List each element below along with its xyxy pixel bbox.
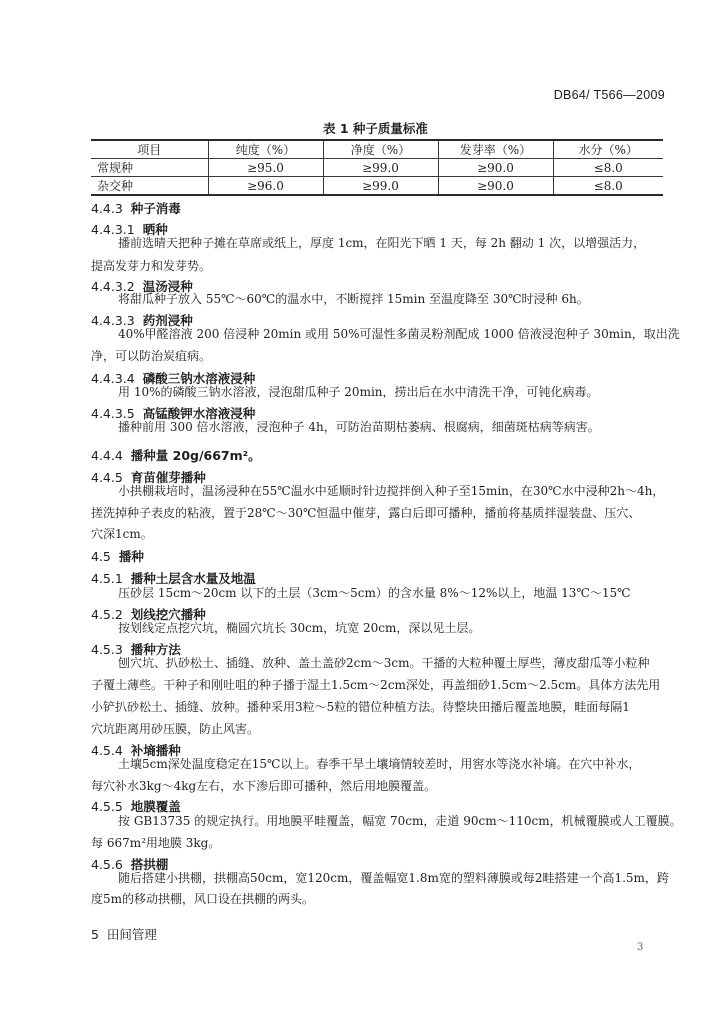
paragraph-line: 播种前用 300 倍水溶液，浸泡种子 4h，可防治苗期枯萎病、根腐病，细菌斑枯病等病害。 (118, 420, 600, 434)
paragraph-line: 每穴补水3kg～4kg左右，水下渗后即可播种，然后用地膜覆盖。 (91, 779, 437, 793)
section-heading: 4.4.3.5 高锰酸钾水溶液浸种 (91, 406, 256, 421)
table-cell: ≤8.0 (553, 159, 663, 177)
paragraph-line: 度5m的移动拱棚，风口设在拱棚的两头。 (91, 892, 315, 906)
paragraph-line: 穴坑距离用砂压膜，防止风害。 (91, 722, 260, 736)
document-id-header: DB64/ T566—2009 (553, 88, 665, 102)
table-header-cell: 项目 (91, 140, 208, 159)
section-heading: 4.4.4 播种量 20g/667m²。 (91, 448, 261, 463)
table-header-cell: 纯度（%） (208, 140, 323, 159)
paragraph-line: 提高发芽力和发芽势。 (91, 259, 212, 273)
table-cell: ≥95.0 (208, 159, 323, 177)
table-header-cell: 发芽率（%） (438, 140, 553, 159)
table-cell: ≥96.0 (208, 177, 323, 196)
paragraph-line: 净，可以防治炭疽病。 (91, 349, 212, 363)
table-cell: ≥90.0 (438, 177, 553, 196)
table-cell: ≤8.0 (553, 177, 663, 196)
chapter-heading: 5 田间管理 (91, 927, 157, 942)
table-cell: ≥90.0 (438, 159, 553, 177)
section-heading: 4.5 播种 (91, 549, 144, 564)
section-heading: 4.5.6 搭拱棚 (91, 857, 169, 872)
paragraph-line: 小铲扒砂松土、插缝、放种。播种采用3粒～5粒的错位种植方法。待整块田播后覆盖地膜，畦面每隔1 (91, 700, 630, 714)
section-heading: 4.4.5 育苗催芽播种 (91, 470, 206, 485)
paragraph-line: 40%甲醛溶液 200 倍浸种 20min 或用 50%可湿性多菌灵粉剂配成 1000 倍液浸泡种子 30min，取出洗 (118, 327, 680, 341)
table-row (91, 159, 663, 177)
page-number: 3 (637, 942, 644, 953)
paragraph-line: 子覆土薄些。干种子和刚吐咀的种子播于湿土1.5cm～2cm深处，再盖细砂1.5cm～2.5cm。具体方法先用 (91, 678, 661, 692)
section-heading: 4.5.5 地膜覆盖 (91, 799, 181, 814)
paragraph-line: 用 10%的磷酸三钠水溶液，浸泡甜瓜种子 20min，捞出后在水中清洗干净，可钝化病毒。 (118, 385, 599, 399)
section-heading: 4.4.3.2 温汤浸种 (91, 279, 193, 294)
paragraph-line: 搓洗掉种子表皮的粘液，置于28℃～30℃恒温中催芽，露白后即可播种，播前将基质拌湿装盘、压穴、 (91, 506, 641, 520)
paragraph-line: 每 667m²用地膜 3kg。 (91, 836, 221, 850)
paragraph-line: 刨穴坑、扒砂松土、插缝、放种、盖土盖砂2cm～3cm。干播的大粒种覆土厚些，薄皮甜瓜等小粒种 (118, 656, 650, 670)
paragraph-line: 按 GB13735 的规定执行。用地膜平畦覆盖，幅宽 70cm，走道 90cm～110cm，机械覆膜或人工覆膜。 (118, 814, 682, 828)
paragraph-line: 播前选晴天把种子摊在草席或纸上，厚度 1cm，在阳光下晒 1 天，每 2h 翻动 1 次，以增强活力， (118, 236, 646, 250)
paragraph-line: 压砂层 15cm～20cm 以下的土层（3cm～5cm）的含水量 8%～12%以上，地温 13℃～15℃ (118, 586, 631, 600)
table-header-cell: 水分（%） (553, 140, 663, 159)
paragraph-line: 将甜瓜种子放入 55℃～60℃的温水中，不断搅拌 15min 至温度降至 30℃时浸种 6h。 (118, 292, 589, 306)
table-cell: 常规种 (91, 159, 208, 177)
table-cell: ≥99.0 (323, 177, 438, 196)
section-heading: 4.5.3 播种方法 (91, 642, 181, 657)
table-header-cell: 净度（%） (323, 140, 438, 159)
table-cell: ≥99.0 (323, 159, 438, 177)
paragraph-line: 按划线定点挖穴坑，椭圆穴坑长 30cm，坑宽 20cm，深以见土层。 (118, 621, 481, 635)
paragraph-line: 土壤5cm深处温度稳定在15℃以上。春季干旱土壤墒情较差时，用窖水等浇水补墒。在穴中补水， (118, 757, 641, 771)
section-heading: 4.4.3 种子消毒 (91, 201, 181, 216)
section-heading: 4.4.3.4 磷酸三钠水溶液浸种 (91, 371, 256, 386)
paragraph-line: 随后搭建小拱棚，拱棚高50cm，宽120cm，覆盖幅宽1.8m宽的塑料薄膜或每2畦搭建一个高1.5m，跨 (118, 871, 669, 885)
section-heading: 4.5.4 补墒播种 (91, 743, 181, 758)
table-cell: 杂交种 (91, 177, 208, 196)
section-heading: 4.5.2 划线挖穴播种 (91, 607, 206, 622)
table-caption: 表 1 种子质量标准 (323, 121, 428, 136)
table-header-row (91, 140, 663, 159)
section-heading: 4.4.3.3 药剂浸种 (91, 313, 193, 328)
paragraph-line: 小拱棚栽培时，温汤浸种在55℃温水中延顺时针边搅拌倒入种子至15min，在30℃水中浸种2h～4h， (118, 484, 665, 498)
paragraph-line: 穴深1cm。 (91, 527, 153, 541)
table-row (91, 177, 663, 196)
seed-quality-table (91, 139, 663, 196)
section-heading: 4.4.3.1 晒种 (91, 222, 168, 237)
section-heading: 4.5.1 播种土层含水量及地温 (91, 571, 256, 586)
